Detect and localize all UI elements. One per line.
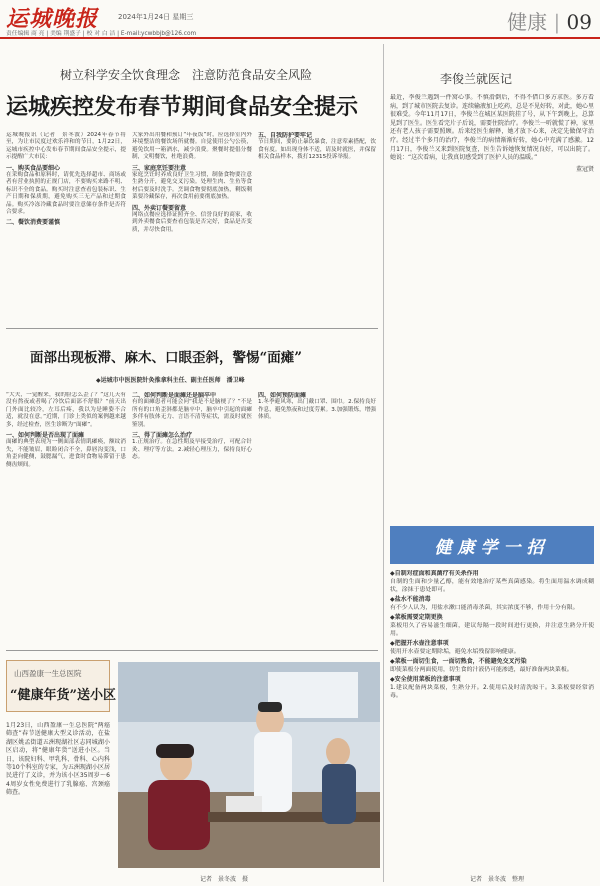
masthead-date-text: 2024年1月24日	[118, 13, 171, 21]
tip-2-text: 有不少人认为，用盐水漱口能消毒杀菌，其实浓度不够，作用十分有限。	[390, 605, 579, 611]
community-body	[6, 722, 110, 870]
page-number: 09	[566, 10, 592, 34]
masthead-editor-line: 责任编辑 商 亮 | 美编 荆盛子 | 校 对 白 洁 | E-mail:ycwbbjb@126.com	[6, 31, 197, 37]
face-sec2-text: 有的面瘫患者可能会问“我是不是脑梗了？”不是所有的口角歪斜都是脑卒中，脑卒中引起的面瘫多伴有肢体无力、言语不清等症状，需及时就医鉴别。	[132, 399, 252, 428]
masthead-divider	[0, 37, 600, 39]
face-sec3-title: 三、得了面瘫怎么治疗	[132, 432, 193, 440]
masthead	[0, 0, 600, 38]
tip-4-title: ◆把握开水壶注意事项	[390, 640, 449, 647]
main-sec3-text: 家庭烹饪时养成良好卫生习惯，制备食物要注意生熟分开，避免交叉污染。处理生肉、生鱼等食材后要及时洗手。烹调食物要彻底加热，剩饭剩菜要冷藏保存，再次食用前要彻底加热。	[132, 172, 252, 201]
main-byline: 运城晚报讯（记者 景冬波）2024年春节将至，为让市民度过欢乐祥和的节日，1月22日，运城市疾控中心发布春节期间食品安全提示，提示提醒广大市民：	[6, 132, 126, 161]
tip-5-text: 即使菜板分两面使用，切生食的汁液仍可能渗透，最好准备两块菜板。	[390, 667, 573, 673]
main-sec2-text: 大家外出用餐和预订“年夜饭”时，应选择室内外环境整洁的餐饮场所就餐。自觉使用公勺公筷，避免饮用一箱酒水，减少浪费。聚餐时提倡分餐制，文明餐饮，杜绝浪费。	[132, 132, 252, 161]
tip-1-text: 自制的生面和少量乙醇，能有效地治疗某些真菌感染。将生面用温水调成糊状，涂抹于患处即可。	[390, 579, 594, 593]
main-col-2	[132, 132, 252, 314]
main-sec2-title: 二、餐饮消费要谨慎	[6, 219, 61, 227]
face-intro: “大夫，一觉醒来，我的脸怎么歪了？”这几天有没有熬夜或者喝了冷饮后面部不舒服？“前天出门外面比较冷，左耳后疼，我以为是睡姿不合适，就没在意。”近期，门诊上类似的案例越来越多，经过检查，医生诊断为“面瘫”。	[6, 392, 126, 428]
tip-6-title: ◆安全使用菜板的注意事项	[390, 676, 461, 683]
main-sec1-text: 在采购食品和原料时，请优先选择超市、商场或者有营业执照的正规门店，不要购买来路不明、标识不全的食品。购买时注意查看包装标识、生产日期和保质期，避免购买三无产品和过期食品。购买冷冻冷藏食品时要注意储存条件是否符合要求。	[6, 172, 126, 216]
face-byline: ◆运城市中医医院针灸推拿科主任、副主任医师 潘卫峰	[96, 377, 245, 384]
face-sec4-title: 四、如何预防面瘫	[258, 392, 307, 399]
masthead-weekday: 星期三	[172, 13, 194, 21]
community-text: 1月23日，山西盈康一生总医院“两癌筛查”春节送健康大型义诊活动，在盐湖区姚孟街道五洲现湖社区志同城湖小区启动，将“健康年货”送进小区。当日，该院妇科、甲乳科、骨科、心内科等10个科室的专家，为五洲现湖小区居民进行了义诊，并为该小区35周岁～64周岁女性免费进行了乳腺癌、宫颈癌筛查。	[6, 722, 110, 797]
health-tips-body	[390, 570, 594, 874]
tip-2-title: ◆盐水不能消毒	[390, 596, 431, 603]
face-sec3-text: 1.正规治疗。在急性期及早接受治疗，可配合针灸、理疗等方法。2.减轻心理压力，保持良好心态。	[132, 439, 252, 461]
section-name: 健康	[507, 10, 548, 34]
column-right-author: 董冠贤	[575, 165, 594, 173]
masthead-date	[118, 12, 193, 22]
tip-6-text: 1.建议配备两块菜板，生熟分开。2.使用后及时清洗晾干。3.菜板要经常消毒。	[390, 685, 594, 699]
main-sec4-title: 四、外卖订餐要留意	[132, 204, 187, 212]
community-photo-scene	[118, 662, 380, 868]
tip-4-text: 使用开水壶要定期除垢，避免水垢残留影响健康。	[390, 649, 520, 655]
main-col-1	[6, 132, 126, 314]
community-photo	[118, 662, 380, 868]
health-tips-banner-text: 健康学一招	[434, 537, 550, 558]
main-col-3	[258, 132, 376, 314]
face-sec1-title: 一、如何判断是否出现了面瘫	[6, 432, 85, 440]
main-sec5-title: 五、自我防护要牢记	[258, 132, 313, 139]
face-col-1	[6, 392, 126, 642]
main-right-divider	[383, 44, 384, 882]
main-kicker: 树立科学安全饮食理念 注意防范食品安全风险	[60, 68, 313, 82]
health-tips-byline: 记者 景冬波 整理	[470, 876, 525, 883]
face-col-3	[258, 392, 376, 642]
community-kicker: 山西盈康一生总医院	[14, 669, 82, 678]
face-headline: 面部出现板滞、麻木、口眼歪斜，警惕“面瘫”	[30, 350, 303, 366]
masthead-title: 运城晚报	[6, 6, 99, 32]
main-sec1-title: 一、购买食品要细心	[6, 164, 61, 172]
section-label: 健康 | 09	[507, 10, 592, 34]
community-headline: “健康年货”送小区	[10, 688, 116, 703]
health-tips-banner	[390, 526, 594, 564]
column-right-body	[390, 94, 594, 512]
main-sec4-text: 网络点餐应选择证照齐全、信誉良好的商家，收到外卖餐食后要查看包装是否完好，食品是否变质，并尽快食用。	[132, 212, 252, 233]
main-sec3-title: 三、家庭烹饪要注意	[132, 164, 187, 172]
main-headline: 运城疾控发布春节期间食品安全提示	[6, 94, 359, 120]
face-sec4-text: 1.冬季避风寒，出门戴口罩、围巾。2.保持良好作息，避免熬夜和过度劳累。3.加强锻炼，增强体质。	[258, 399, 376, 421]
face-bottom-rule	[6, 650, 378, 651]
tip-1-title: ◆自制对症面和真菌疗有关杀作用	[390, 570, 479, 577]
face-sec1-text: 面瘫的典型表现为一侧面部表情肌瘫痪，额纹消失，不能皱眉，眼睑闭合不全，鼻唇沟变浅，口角歪向健侧，鼓腮漏气，进食时食物易滞留于患侧齿颊间。	[6, 439, 126, 468]
main-sec5-text: 节日期间，要防止暴饮暴食，注意荤素搭配，饮食有度。如出现身体不适，请及时就医，并保留相关食品样本，拨打12315投诉举报。	[258, 139, 376, 161]
column-right-title: 李俊兰就医记	[440, 72, 513, 86]
column-right-text: 最近，李俊兰遇到一件窝心事。不慎滑倒后，不得不借口多方求医。多方看病，到了城市医院去复诊。连续输液加上吃药，总是不见好转，对此，她心里很难受。今年11月17日，李俊兰在城区某医院挂了号，从下午到晚上，总算见到了医生。医生看完片子后说，需要住院治疗。李俊兰一听就慌了神，家里还有老人孩子需要照顾。后来经医生解释，她才放下心来，决定先做保守治疗。经过半个多月的治疗，李俊兰的病情渐渐好转，她心中充满了感激。12月17日，李俊兰又来到医院复查，医生告诉她恢复情况良好，可以出院了。她说：“这次看病，让我真切感受到了医护人员的温暖。”	[390, 94, 594, 162]
main-bottom-rule	[6, 328, 378, 329]
face-sec2-title: 二、如何判断是面瘫还是脑卒中	[132, 392, 217, 399]
tip-5-title: ◆菜板一面切生食，一面切熟食，不能避免交叉污染	[390, 658, 527, 665]
tip-3-title: ◆菜板需要定期更换	[390, 614, 443, 621]
community-byline: 记者 景冬波 摄	[200, 876, 249, 883]
tip-3-text: 菜板用久了容易滋生细菌，建议每隔一段时间进行更换，并注意生熟分开使用。	[390, 623, 594, 637]
face-col-2	[132, 392, 252, 642]
